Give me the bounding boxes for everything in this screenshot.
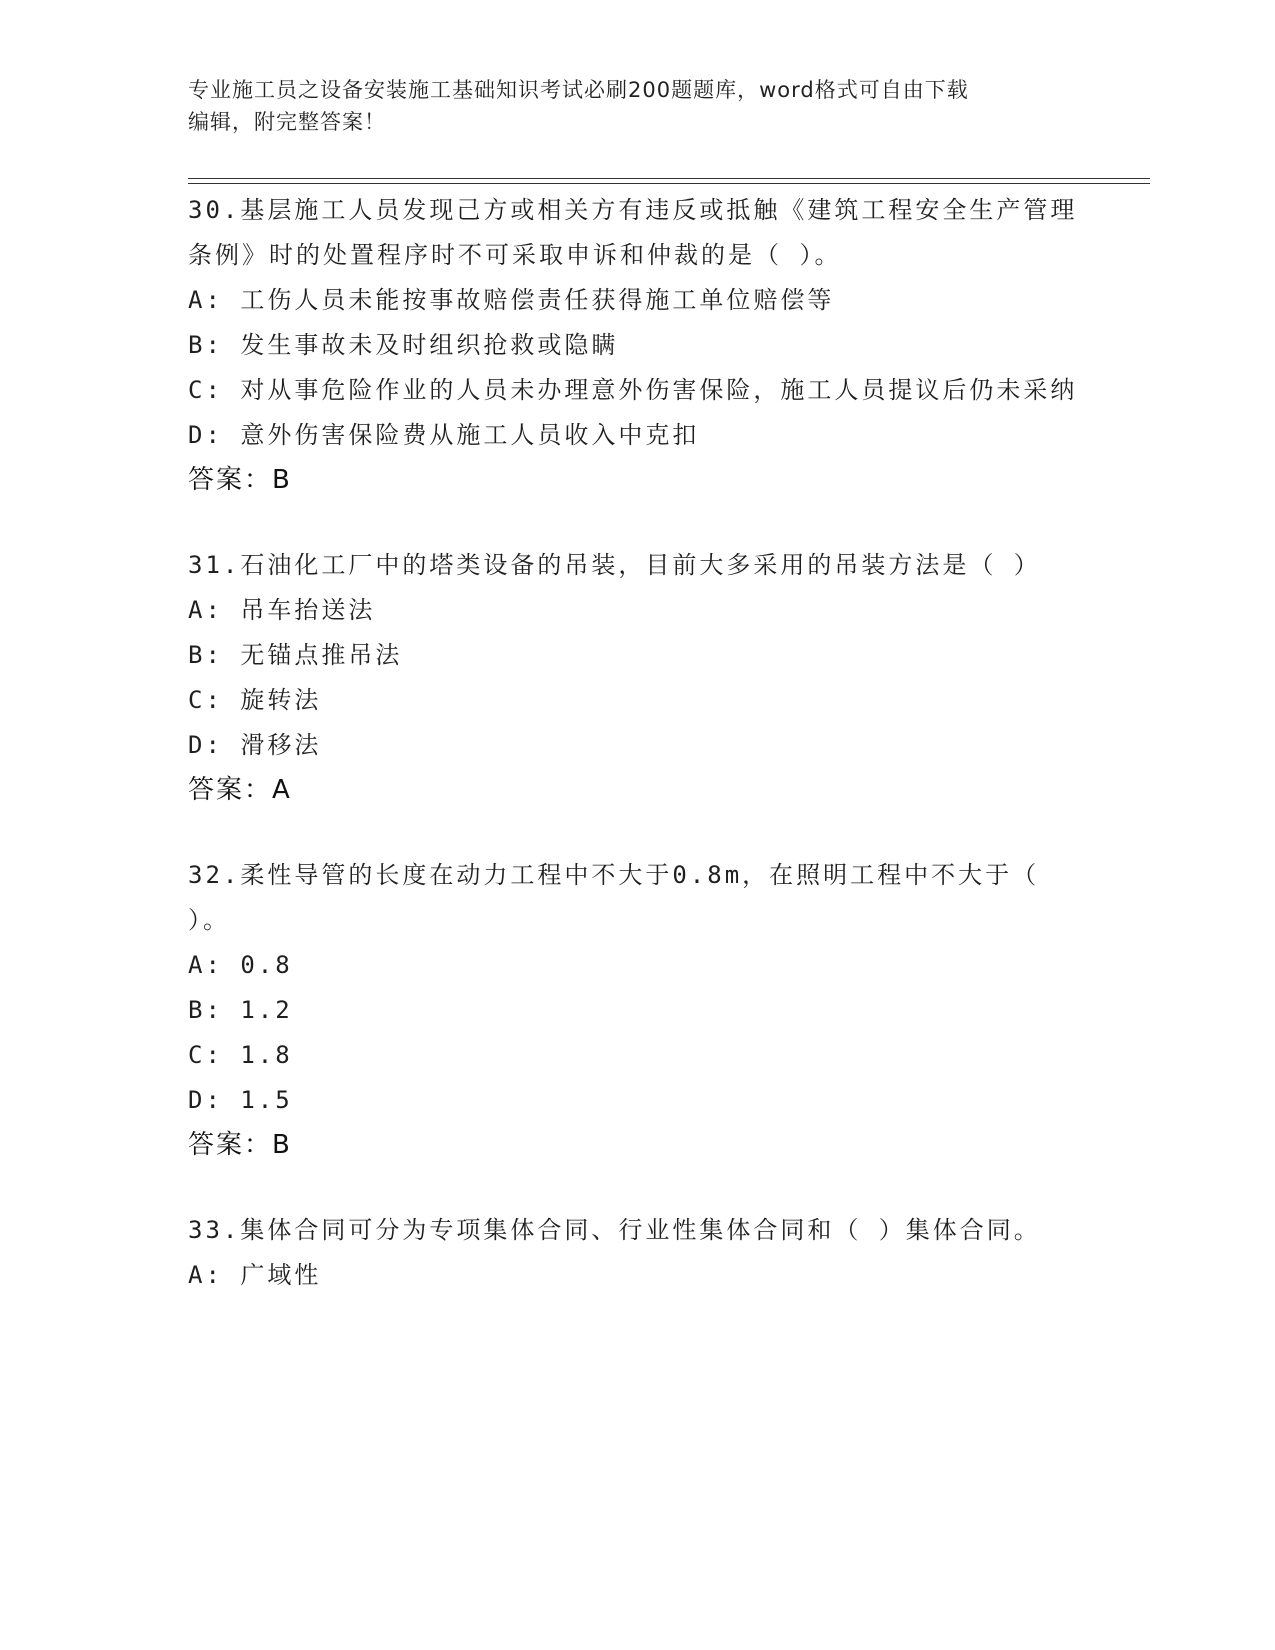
header-divider-bottom — [188, 183, 1150, 184]
question-32 — [188, 853, 1088, 1168]
option-c: C: 对从事危险作业的人员未办理意外伤害保险，施工人员提议后仍未采纳 — [188, 376, 1078, 404]
answer — [188, 768, 1088, 813]
answer — [188, 1123, 1088, 1168]
option-b: B: 1.2 — [188, 996, 293, 1024]
option-b: B: 发生事故未及时组织抢救或隐瞒 — [188, 331, 619, 359]
answer-value: B — [272, 1130, 290, 1160]
question-30 — [188, 188, 1088, 503]
question-31 — [188, 543, 1088, 813]
question-text: 32.柔性导管的长度在动力工程中不大于0.8m，在照明工程中不大于（ ）。 — [188, 861, 1040, 934]
option-c: C: 1.8 — [188, 1041, 293, 1069]
option-b: B: 无锚点推吊法 — [188, 641, 403, 669]
question-text: 33.集体合同可分为专项集体合同、行业性集体合同和（ ）集体合同。 — [188, 1216, 1041, 1244]
option-a: A: 广域性 — [188, 1261, 322, 1289]
option-a: A: 工伤人员未能按事故赔偿责任获得施工单位赔偿等 — [188, 286, 835, 314]
option-d: D: 意外伤害保险费从施工人员收入中克扣 — [188, 421, 700, 449]
answer-label: 答案： — [188, 1130, 273, 1160]
question-33 — [188, 1208, 1088, 1298]
question-list — [188, 188, 1088, 1338]
option-a: A: 吊车抬送法 — [188, 596, 376, 624]
answer-value: A — [272, 775, 290, 805]
question-text: 31.石油化工厂中的塔类设备的吊装，目前大多采用的吊装方法是（ ） — [188, 551, 1041, 579]
header-divider-top — [188, 178, 1150, 179]
option-a: A: 0.8 — [188, 951, 293, 979]
answer-label: 答案： — [188, 465, 273, 495]
answer — [188, 458, 1088, 503]
option-d: D: 1.5 — [188, 1086, 293, 1114]
answer-label: 答案： — [188, 775, 273, 805]
question-text: 30.基层施工人员发现己方或相关方有违反或抵触《建筑工程安全生产管理条例》时的处置程序时不可采取申诉和仲裁的是（ ）。 — [188, 196, 1078, 269]
header-line-1: 专业施工员之设备安装施工基础知识考试必刷200题题库，word格式可自由下载 — [188, 78, 969, 102]
answer-value: B — [272, 465, 290, 495]
option-d: D: 滑移法 — [188, 731, 322, 759]
document-header — [188, 74, 1078, 138]
header-line-2: 编辑，附完整答案！ — [188, 110, 386, 134]
option-c: C: 旋转法 — [188, 686, 322, 714]
